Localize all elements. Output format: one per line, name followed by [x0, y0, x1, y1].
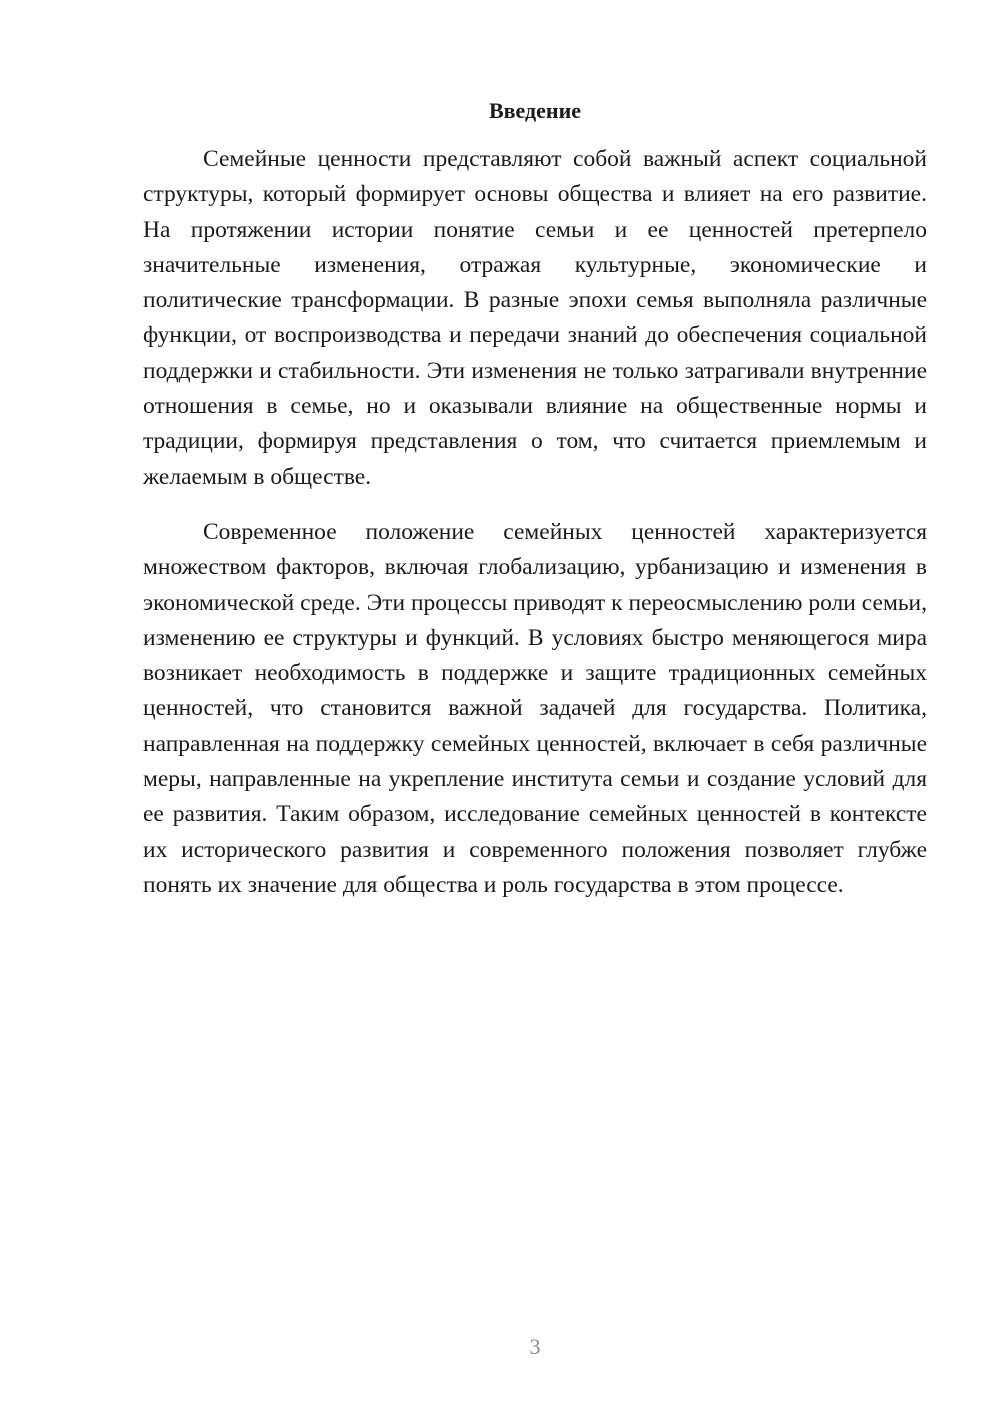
paragraph-2: Современное положение семейных ценностей характеризуется множеством факторов, включая глобализацию, урбанизацию и изменения в экономической среде. Эти процессы приводят к переосмыслению роли семьи, изменению ее структуры и функций. В условиях быстро меняющегося мира возникает необходимость в поддержке и защите традиционных семейных ценностей, что становится важной задачей для государства. Политика, направленная на поддержку семейных ценностей, включает в себя различные меры, направленные на укрепление института семьи и создание условий для ее развития. Таким образом, исследование семейных ценностей в контексте их исторического развития и современного положения позволяет глубже понять их значение для общества и роль государства в этом процессе.	[143, 519, 927, 898]
page-number: 3	[529, 1334, 541, 1359]
paragraph-1: Семейные ценности представляют собой важный аспект социальной структуры, который формирует основы общества и влияет на его развитие. На протяжении истории понятие семьи и ее ценностей претерпело значительные изменения, отражая культурные, экономические и политические трансформации. В разные эпохи семья выполняла различные функции, от воспроизводства и передачи знаний до обеспечения социальной поддержки и стабильности. Эти изменения не только затрагивали внутренние отношения в семье, но и оказывали влияние на общественные нормы и традиции, формируя представления о том, что считается приемлемым и желаемым в обществе.	[143, 146, 927, 490]
section-heading: Введение	[488, 98, 582, 123]
